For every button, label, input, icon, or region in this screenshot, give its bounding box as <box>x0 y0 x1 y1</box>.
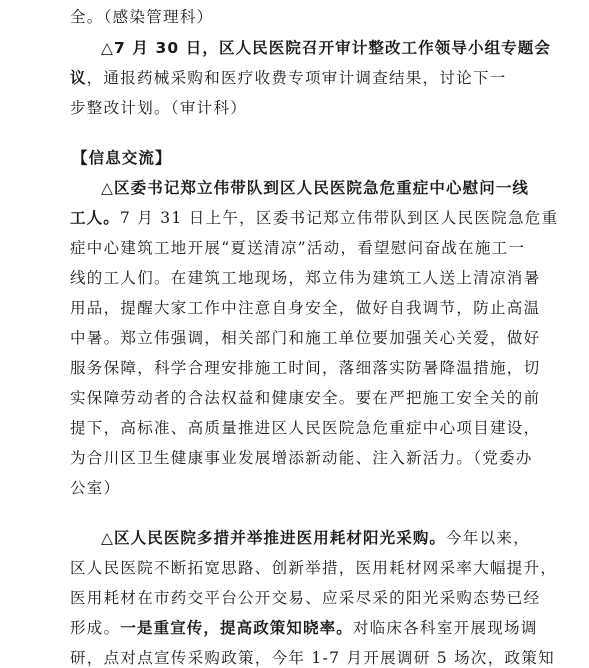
paragraph-line <box>70 208 558 228</box>
text: 实保障劳动者的合法权益和健康安全。要在严把施工安全关的前 <box>70 389 541 407</box>
text: 服务保障，科学合理安排施工时间，落细落实防暑降温措施，切 <box>70 359 541 377</box>
paragraph-line <box>70 588 540 608</box>
paragraph-line <box>70 298 540 318</box>
text: 区人民医院不断拓宽思路、创新举措，医用耗材网采率大幅提升， <box>70 559 558 577</box>
paragraph-line <box>70 418 540 438</box>
paragraph-line <box>70 618 538 638</box>
text: 对临床各科室开展现场调 <box>352 619 538 637</box>
text: 医用耗材在市药交平台公开交易、应采尽采的阳光采购态势已经 <box>70 589 541 607</box>
paragraph-line <box>70 648 555 668</box>
text: 形成。 <box>70 619 121 637</box>
text: 研，点对点宣传采购政策，今年 1-7 月开展调研 5 场次，政策知 <box>70 649 555 667</box>
paragraph-line <box>70 358 540 378</box>
paragraph-line <box>70 478 120 498</box>
text: 为合川区卫生健康事业发展增添新动能、注入新活力。（党委办 <box>70 449 533 467</box>
paragraph-line <box>70 388 540 408</box>
section-title: 【信息交流】 <box>72 149 172 167</box>
emphasis-text: 一是重宣传，提高政策知晓率。 <box>120 619 353 637</box>
text: 用品，提醒大家工作中注意自身安全，做好自我调节，防止高温 <box>70 299 541 317</box>
text: 中暑。郑立伟强调，相关部门和施工单位要加强关心关爱，做好 <box>70 329 541 347</box>
paragraph-line <box>101 178 529 198</box>
text: 步整改计划。（审计科） <box>70 99 248 117</box>
paragraph-line <box>70 448 533 468</box>
text: 7 月 31 日上午，区委书记郑立伟带队到区人民医院急危重 <box>119 209 559 227</box>
paragraph-line <box>70 558 557 578</box>
paragraph-line <box>70 7 213 27</box>
text: ，通报药械采购和医疗收费专项审计调查结果，讨论下一 <box>86 69 507 87</box>
text: 症中心建筑工地开展“夏送清凉”活动，看望慰问奋战在施工一 <box>70 239 526 257</box>
text: 提下，高标准、高质量推进区人民医院急危重症中心项目建设， <box>70 419 541 437</box>
news-headline: 议 <box>70 69 87 87</box>
news-headline: △7 月 30 日，区人民医院召开审计整改工作领导小组专题会 <box>101 39 551 57</box>
text: 今年以来， <box>446 529 531 547</box>
text: 线的工人们。在建筑工地现场，郑立伟为建筑工人送上清凉消暑 <box>70 269 541 287</box>
paragraph-line <box>101 38 551 58</box>
paragraph-line <box>70 268 540 288</box>
paragraph-line <box>70 238 525 258</box>
text: 公室） <box>70 479 121 497</box>
paragraph-line <box>70 98 247 118</box>
news-headline: 工人。 <box>70 209 120 227</box>
text: 全。（感染管理科） <box>70 8 214 26</box>
news-headline: △区委书记郑立伟带队到区人民医院急危重症中心慰问一线 <box>101 179 530 197</box>
news-headline: △区人民医院多措并举推进医用耗材阳光采购。 <box>101 529 447 547</box>
paragraph-line <box>70 328 540 348</box>
paragraph-line <box>101 528 530 548</box>
paragraph-line <box>70 68 507 88</box>
